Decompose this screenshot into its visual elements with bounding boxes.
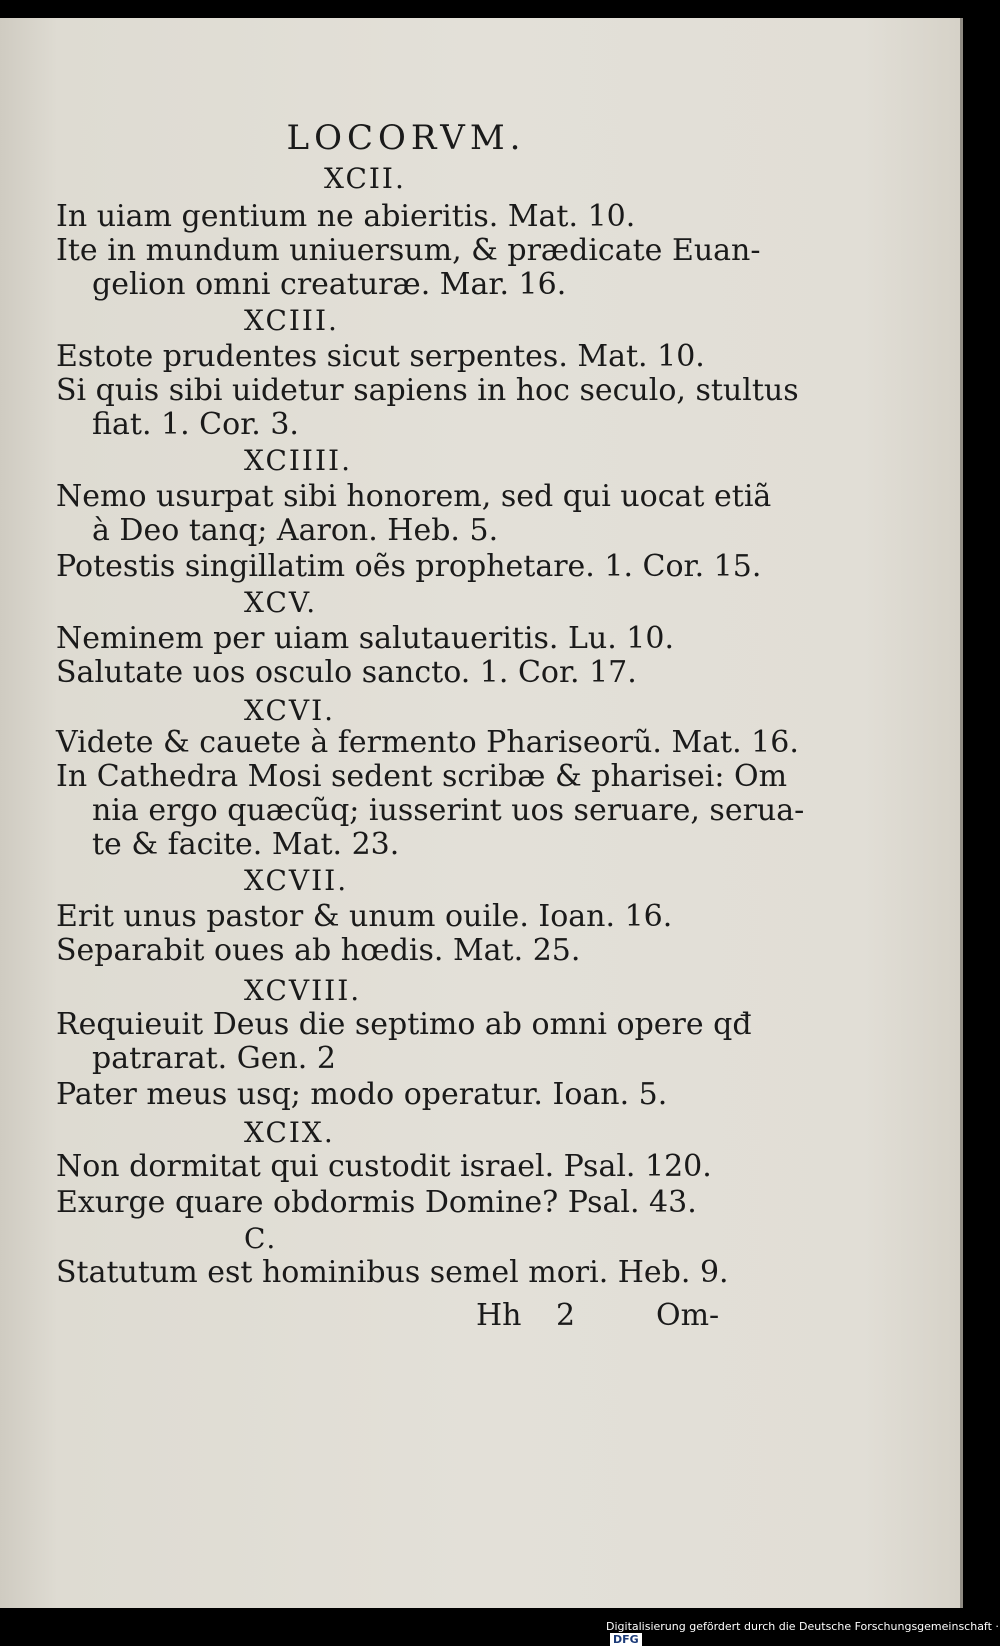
text-line: Exurge quare obdormis Domine? Psal. 43.: [56, 1185, 697, 1220]
text-line: In Cathedra Mosi sedent scribæ & pharisei: Om: [56, 759, 788, 794]
text-line: nia ergo quæcũq; iusserint uos seruare, serua-: [92, 793, 805, 828]
text-line: Pater meus usq; modo operatur. Ioan. 5.: [56, 1077, 668, 1112]
text-line: à Deo tanq; Aaron. Heb. 5.: [92, 513, 499, 548]
section-number: XCVII.: [244, 864, 349, 897]
section-number: XCII.: [324, 162, 406, 195]
text-line: Salutate uos osculo sancto. 1. Cor. 17.: [56, 655, 637, 690]
section-number: XCIII.: [244, 304, 339, 337]
text-line: Non dormitat qui custodit israel. Psal. 120.: [56, 1149, 712, 1184]
catchword: Om-: [656, 1298, 720, 1333]
text-line: Nemo usurpat sibi honorem, sed qui uocat etiã: [56, 479, 772, 514]
text-line: Erit unus pastor & unum ouile. Ioan. 16.: [56, 899, 673, 934]
credit-text: Digitalisierung gefördert durch die Deutsche Forschungsgemeinschaft ·: [606, 1620, 999, 1633]
text-line: In uiam gentium ne abieritis. Mat. 10.: [56, 199, 636, 234]
digitization-credit: [606, 1620, 1000, 1646]
section-number: XCVIII.: [244, 974, 362, 1007]
text-line: Ite in mundum uniuersum, & prædicate Euan-: [56, 233, 761, 268]
text-line: Estote prudentes sicut serpentes. Mat. 10.: [56, 339, 705, 374]
text-line: gelion omni creaturæ. Mar. 16.: [92, 267, 567, 302]
text-line: te & facite. Mat. 23.: [92, 827, 400, 862]
section-number: XCIX.: [244, 1116, 335, 1149]
running-heading: LOCORVM.: [286, 118, 526, 158]
text-line: Neminem per uiam salutaueritis. Lu. 10.: [56, 621, 675, 656]
text-line: Separabit oues ab hœdis. Mat. 25.: [56, 933, 581, 968]
text-line: Requieuit Deus die septimo ab omni opere qđ: [56, 1007, 752, 1042]
text-line: Si quis sibi uidetur sapiens in hoc seculo, stultus: [56, 373, 799, 408]
section-number: XCVI.: [244, 694, 336, 727]
signature-mark: Hh: [476, 1298, 522, 1333]
text-line: Potestis singillatim oẽs prophetare. 1. Cor. 15.: [56, 549, 762, 584]
text-line: Videte & cauete à fermento Phariseorũ. Mat. 16.: [56, 725, 799, 760]
section-number: XCIIII.: [244, 444, 353, 477]
text-line: fiat. 1. Cor. 3.: [92, 407, 299, 442]
section-number: C.: [244, 1222, 278, 1255]
dfg-logo: DFG: [610, 1633, 642, 1646]
section-number: XCV.: [244, 586, 318, 619]
text-line: Statutum est hominibus semel mori. Heb. 9.: [56, 1255, 729, 1290]
text-line: patrarat. Gen. 2: [92, 1041, 336, 1076]
signature-number: 2: [556, 1298, 576, 1333]
book-page: [0, 18, 963, 1608]
